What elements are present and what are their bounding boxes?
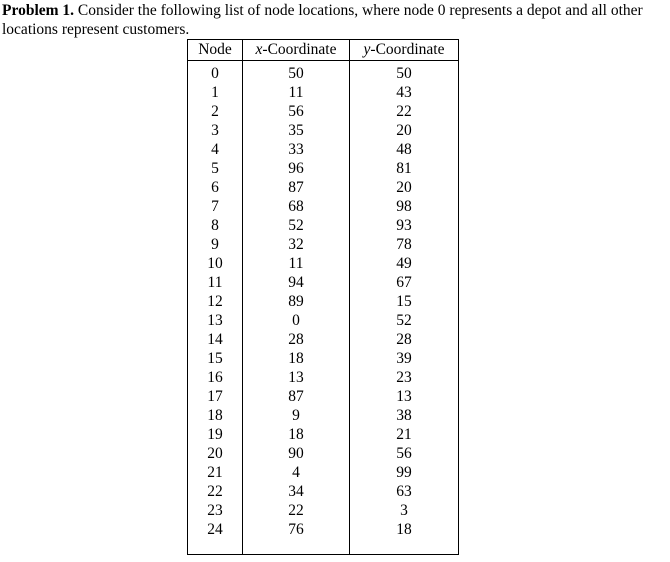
table-row — [188, 159, 458, 178]
table-row — [188, 197, 458, 216]
table-row — [188, 444, 458, 463]
header-x-suffix: -Coordinate — [262, 41, 337, 58]
cell-node: 24 — [207, 521, 223, 538]
header-x-variable: x — [255, 41, 263, 58]
cell-x-coordinate: 33 — [288, 141, 304, 158]
table-row — [188, 216, 458, 235]
table-row — [188, 121, 458, 140]
cell-x-coordinate: 94 — [288, 274, 304, 291]
problem-text: Consider the following list of node locations, where node 0 represents a depot and all other locations represent customers. — [2, 2, 643, 38]
cell-y-coordinate: 15 — [396, 293, 412, 310]
cell-y-coordinate: 39 — [396, 350, 412, 367]
cell-y-coordinate: 22 — [396, 103, 412, 120]
node-coordinates-table — [187, 39, 459, 555]
table-row — [188, 368, 458, 387]
table-row — [188, 273, 458, 292]
cell-node: 23 — [207, 502, 223, 519]
table-row — [188, 520, 458, 539]
cell-node: 20 — [207, 445, 223, 462]
problem-statement — [2, 1, 664, 39]
cell-node: 0 — [211, 65, 219, 82]
cell-x-coordinate: 4 — [292, 464, 300, 481]
cell-y-coordinate: 81 — [396, 160, 412, 177]
cell-x-coordinate: 35 — [288, 122, 304, 139]
cell-y-coordinate: 3 — [400, 502, 408, 519]
cell-node: 13 — [207, 312, 223, 329]
cell-node: 3 — [211, 122, 219, 139]
cell-y-coordinate: 78 — [396, 236, 412, 253]
cell-node: 2 — [211, 103, 219, 120]
header-divider — [188, 60, 458, 61]
table-row — [188, 64, 458, 83]
problem-label: Problem 1. — [2, 2, 75, 19]
cell-y-coordinate: 63 — [396, 483, 412, 500]
cell-x-coordinate: 52 — [288, 217, 304, 234]
table-row — [188, 140, 458, 159]
cell-node: 6 — [211, 179, 219, 196]
cell-node: 16 — [207, 369, 223, 386]
cell-y-coordinate: 20 — [396, 122, 412, 139]
cell-node: 7 — [211, 198, 219, 215]
cell-x-coordinate: 28 — [288, 331, 304, 348]
cell-y-coordinate: 21 — [396, 426, 412, 443]
cell-node: 21 — [207, 464, 223, 481]
cell-node: 1 — [211, 84, 219, 101]
cell-x-coordinate: 13 — [288, 369, 304, 386]
cell-x-coordinate: 50 — [288, 65, 304, 82]
cell-x-coordinate: 89 — [288, 293, 304, 310]
cell-node: 15 — [207, 350, 223, 367]
cell-x-coordinate: 0 — [292, 312, 300, 329]
table-row — [188, 330, 458, 349]
cell-y-coordinate: 99 — [396, 464, 412, 481]
cell-y-coordinate: 98 — [396, 198, 412, 215]
cell-node: 11 — [207, 274, 223, 291]
cell-y-coordinate: 28 — [396, 331, 412, 348]
header-y-suffix: -Coordinate — [370, 41, 445, 58]
cell-y-coordinate: 43 — [396, 84, 412, 101]
cell-y-coordinate: 20 — [396, 179, 412, 196]
table-row — [188, 501, 458, 520]
cell-y-coordinate: 38 — [396, 407, 412, 424]
table-row — [188, 178, 458, 197]
cell-node: 12 — [207, 293, 223, 310]
table-row — [188, 102, 458, 121]
cell-x-coordinate: 34 — [288, 483, 304, 500]
cell-x-coordinate: 76 — [288, 521, 304, 538]
table-row — [188, 463, 458, 482]
cell-y-coordinate: 50 — [396, 65, 412, 82]
cell-node: 17 — [207, 388, 223, 405]
cell-node: 4 — [211, 141, 219, 158]
cell-x-coordinate: 32 — [288, 236, 304, 253]
cell-y-coordinate: 93 — [396, 217, 412, 234]
cell-y-coordinate: 13 — [396, 388, 412, 405]
cell-y-coordinate: 49 — [396, 255, 412, 272]
cell-node: 18 — [207, 407, 223, 424]
cell-x-coordinate: 96 — [288, 160, 304, 177]
header-y-variable: y — [363, 41, 371, 58]
table-row — [188, 311, 458, 330]
cell-y-coordinate: 67 — [396, 274, 412, 291]
table-row — [188, 425, 458, 444]
cell-node: 8 — [211, 217, 219, 234]
table-body — [188, 64, 458, 539]
cell-x-coordinate: 22 — [288, 502, 304, 519]
table-row — [188, 83, 458, 102]
table-row — [188, 254, 458, 273]
cell-node: 22 — [207, 483, 223, 500]
table-row — [188, 482, 458, 501]
cell-x-coordinate: 68 — [288, 198, 304, 215]
cell-x-coordinate: 87 — [288, 388, 304, 405]
cell-x-coordinate: 9 — [292, 407, 300, 424]
table-row — [188, 387, 458, 406]
cell-node: 19 — [207, 426, 223, 443]
cell-x-coordinate: 18 — [288, 426, 304, 443]
cell-y-coordinate: 18 — [396, 521, 412, 538]
cell-x-coordinate: 90 — [288, 445, 304, 462]
cell-x-coordinate: 56 — [288, 103, 304, 120]
table-row — [188, 235, 458, 254]
cell-x-coordinate: 87 — [288, 179, 304, 196]
cell-node: 10 — [207, 255, 223, 272]
cell-y-coordinate: 23 — [396, 369, 412, 386]
table-row — [188, 349, 458, 368]
cell-y-coordinate: 48 — [396, 141, 412, 158]
cell-node: 14 — [207, 331, 223, 348]
cell-x-coordinate: 18 — [288, 350, 304, 367]
table-row — [188, 406, 458, 425]
cell-y-coordinate: 52 — [396, 312, 412, 329]
cell-node: 5 — [211, 160, 219, 177]
header-y-coordinate — [350, 40, 458, 60]
cell-x-coordinate: 11 — [288, 84, 304, 101]
table-row — [188, 292, 458, 311]
cell-node: 9 — [211, 236, 219, 253]
cell-x-coordinate: 11 — [288, 255, 304, 272]
header-node: Node — [198, 41, 232, 58]
header-x-coordinate — [243, 40, 349, 60]
cell-y-coordinate: 56 — [396, 445, 412, 462]
